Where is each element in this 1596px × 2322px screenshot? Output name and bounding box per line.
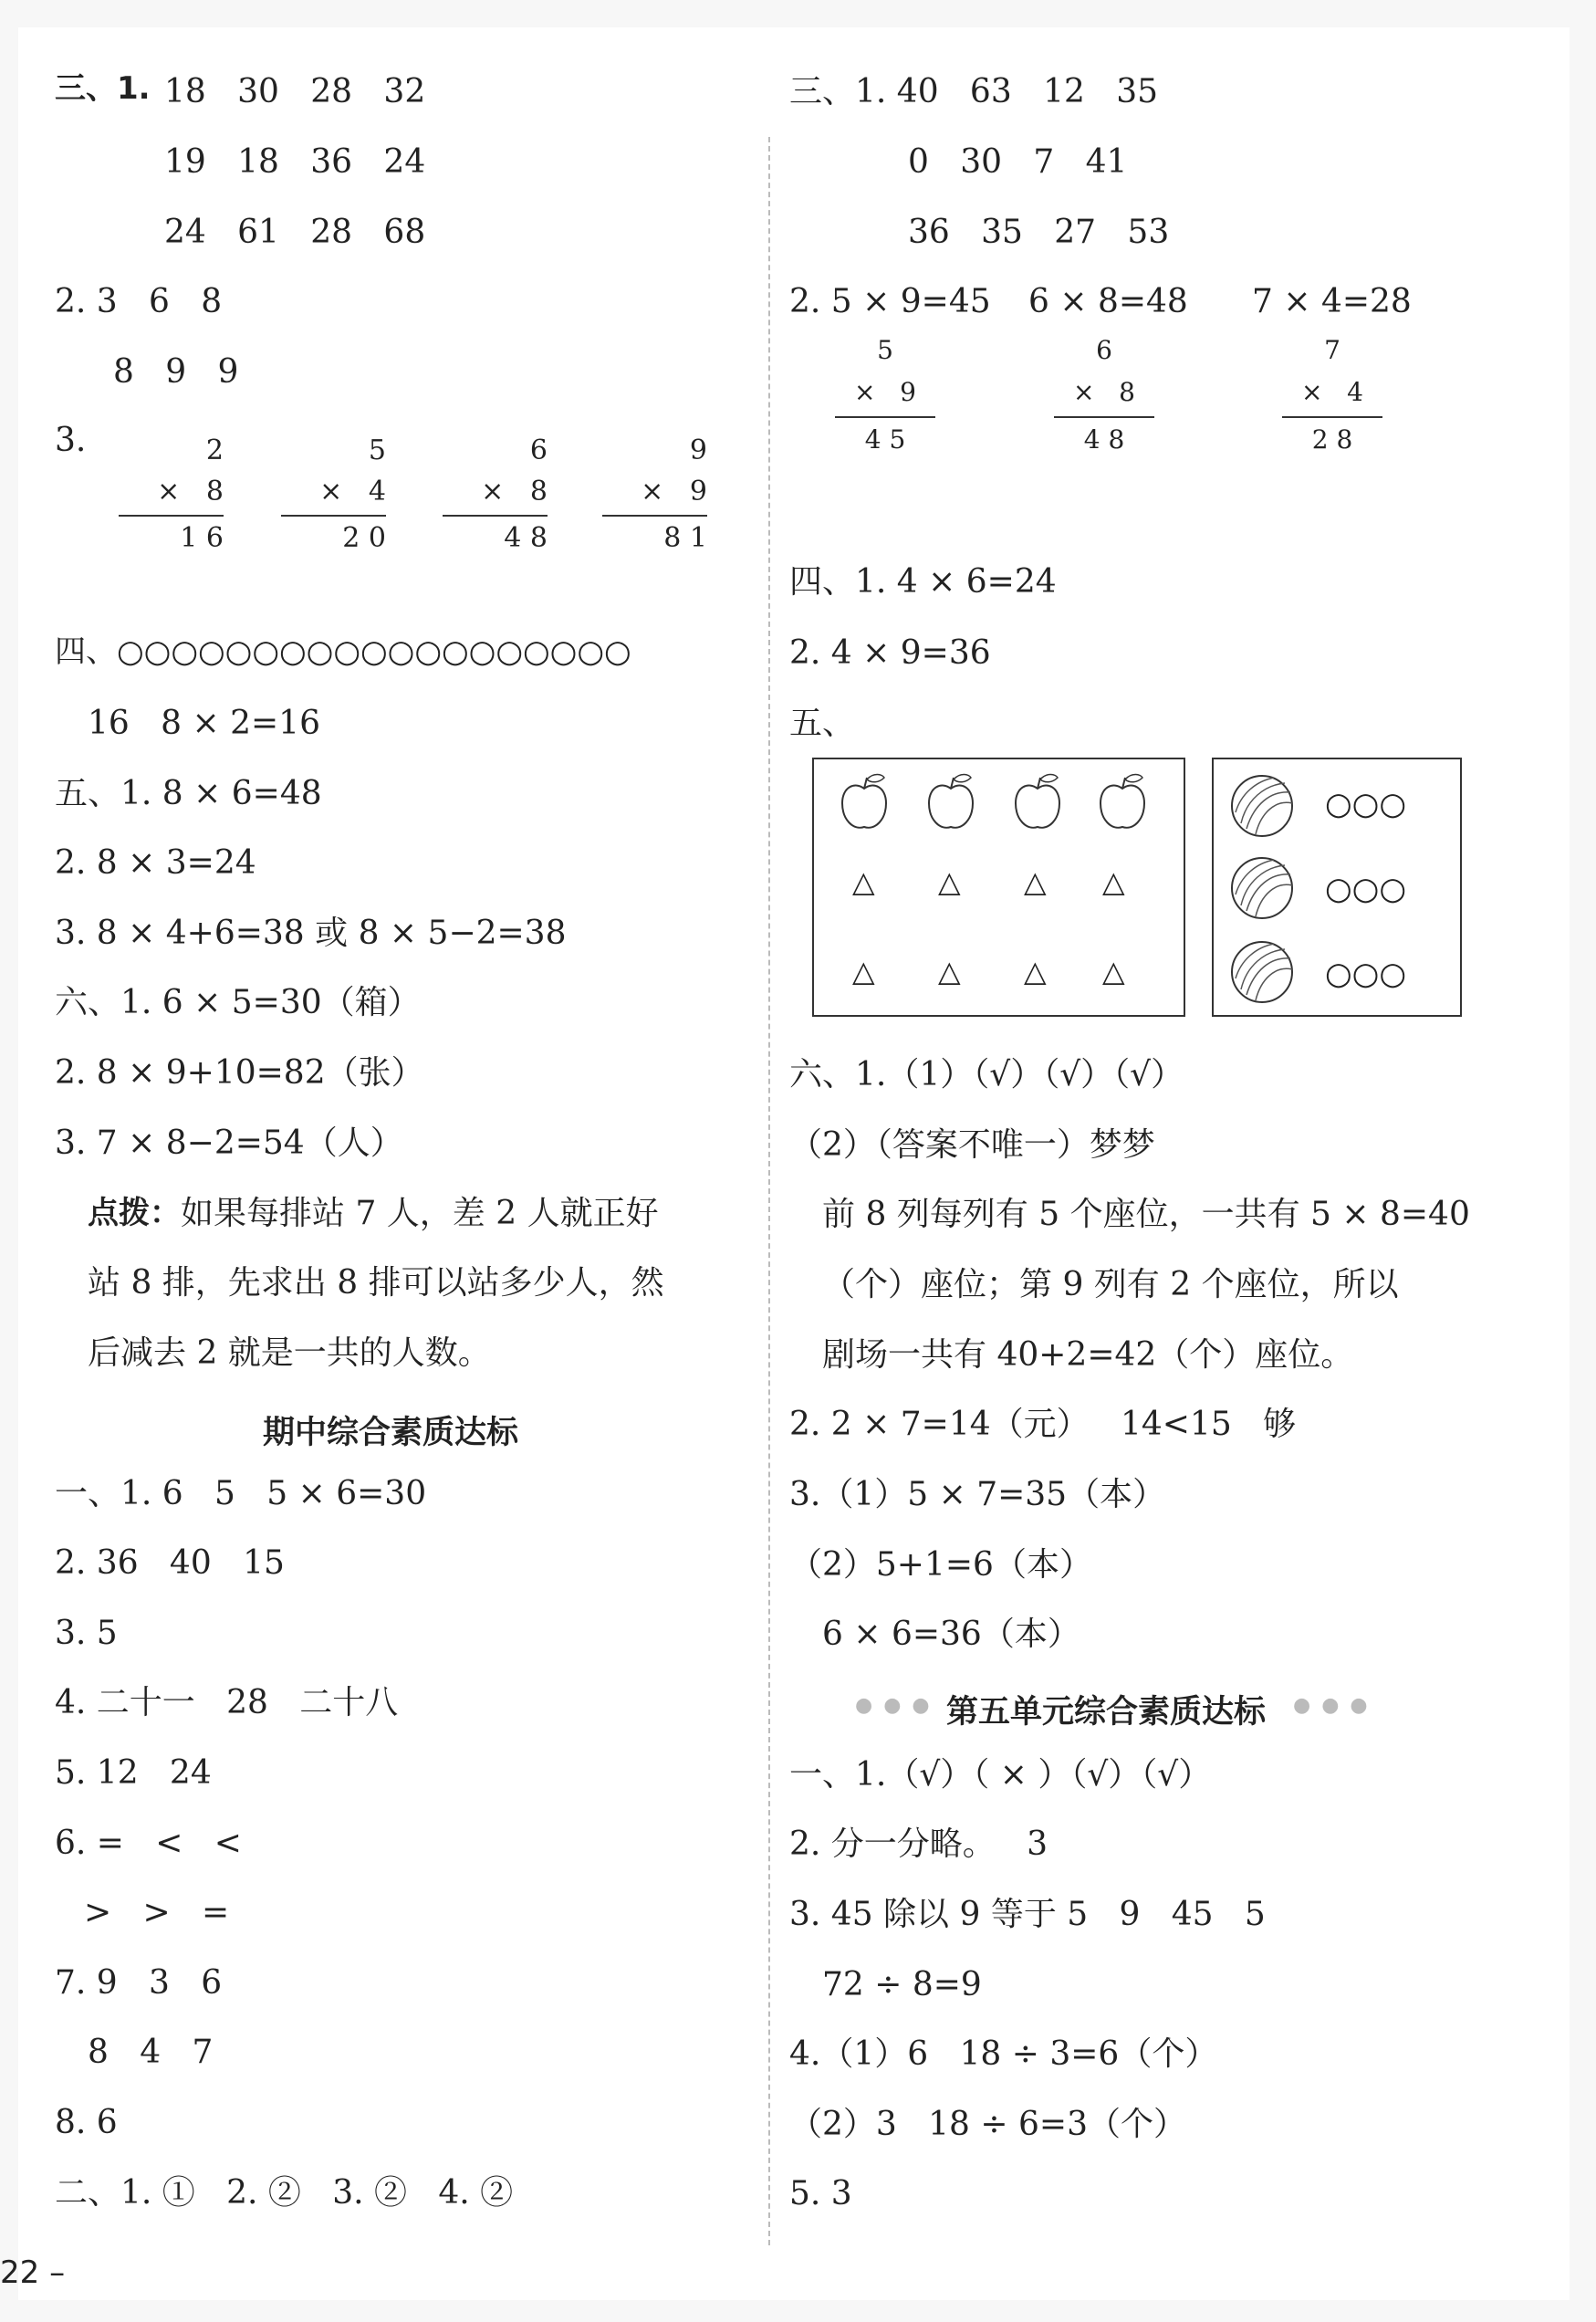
r-s6-exp1: 前 8 列每列有 5 个座位，一共有 5 × 8=40 — [822, 1196, 1470, 1233]
triangle: △ — [938, 864, 961, 899]
r-s6-q2: 2. 2 × 7=14（元） 14<15 够 — [789, 1406, 1297, 1443]
r-s3-2-eq-3: 7 × 4=28 — [1252, 283, 1412, 320]
mult-item: 5 × 4 2 0 — [281, 429, 386, 557]
apple-icon — [837, 770, 892, 834]
r-s4-2: 2. 4 × 9=36 — [789, 634, 991, 672]
mult-item: 7 × 4 2 8 — [1282, 329, 1382, 458]
u1-4a: 4.（1）6 18 ÷ 3=6（个） — [789, 2035, 1218, 2073]
s6-3: 3. 7 × 8−2=54（人） — [55, 1124, 403, 1162]
s3-1-row1: 18 30 28 32 — [164, 73, 426, 110]
u1-4b: （2）3 18 ÷ 6=3（个） — [789, 2106, 1186, 2143]
hint-line-3: 后减去 2 就是一共的人数。 — [88, 1334, 491, 1372]
triangle: △ — [1102, 954, 1125, 988]
mult-item: 9 × 9 8 1 — [602, 429, 707, 557]
watermelon-icon — [1228, 772, 1296, 840]
apple-triangle-box — [812, 758, 1185, 1017]
r-s3-1-row3: 36 35 27 53 — [908, 214, 1170, 251]
u1-2: 2. 分一分略。 3 — [789, 1825, 1048, 1863]
title-dots-right: ●●● — [1293, 1694, 1379, 1717]
circles: ○○○ — [1325, 871, 1407, 907]
s3-1-row2: 19 18 36 24 — [164, 143, 426, 181]
r-s6-exp3: 剧场一共有 40+2=42（个）座位。 — [822, 1336, 1354, 1374]
m1-4: 4. 二十一 28 二十八 — [55, 1684, 399, 1721]
m1-7a: 7. 9 3 6 — [55, 1964, 223, 2002]
apple-icon — [1095, 770, 1150, 834]
s3-2-row2: 8 9 9 — [113, 353, 239, 391]
triangle: △ — [852, 954, 875, 988]
m1-6a: 6. = < < — [55, 1825, 242, 1862]
unit5-title: 第五单元综合素质达标 — [946, 1694, 1267, 1731]
m1-5: 5. 12 24 — [55, 1754, 212, 1792]
m1-7b: 8 4 7 — [88, 2034, 214, 2071]
s3-2-row1: 2. 3 6 8 — [55, 283, 223, 320]
page-number: 22 – — [0, 2254, 66, 2291]
watermelon-circle-box — [1212, 758, 1462, 1017]
r-s4-1: 四、1. 4 × 6=24 — [789, 563, 1057, 601]
s5-1: 五、1. 8 × 6=48 — [55, 775, 322, 812]
apple-icon — [1010, 770, 1065, 834]
s4-row1: 四、○○○○○○○○○○○○○○○○○○○ — [55, 633, 631, 670]
answer-sheet — [18, 27, 1570, 2300]
s3-1-prefix: 三、1. — [55, 70, 151, 107]
u1-5: 5. 3 — [789, 2175, 852, 2212]
r-s3-2-eq-1: 2. 5 × 9=45 — [789, 283, 991, 320]
r-s3-2-eq-2: 6 × 8=48 — [1028, 283, 1188, 320]
r-s3-1-row1: 三、1. 40 63 12 35 — [789, 73, 1159, 110]
m1-8: 8. 6 — [55, 2104, 118, 2141]
hint-label: 点拨： — [88, 1195, 181, 1231]
mult-item: 2 × 8 1 6 — [119, 429, 224, 557]
hint-line-2: 站 8 排，先求出 8 排可以站多少人，然 — [88, 1264, 664, 1302]
triangle: △ — [852, 864, 875, 899]
m1-3: 3. 5 — [55, 1615, 118, 1652]
m1-6b: > > = — [84, 1894, 230, 1931]
s4-row2: 16 8 × 2=16 — [88, 705, 320, 742]
s5-2: 2. 8 × 3=24 — [55, 844, 256, 882]
s5-3: 3. 8 × 4+6=38 或 8 × 5−2=38 — [55, 915, 567, 952]
r-s6-q3b: （2）5+1=6（本） — [789, 1546, 1092, 1584]
u1-3a: 3. 45 除以 9 等于 5 9 45 5 — [789, 1896, 1266, 1933]
triangle: △ — [1024, 954, 1047, 988]
column-divider — [768, 137, 770, 2245]
u1-1: 一、1.（√）（ × ）（√）（√） — [789, 1756, 1212, 1794]
mult-item: 6 × 8 4 8 — [1054, 329, 1154, 458]
r-s6-q3a: 3.（1）5 × 7=35（本） — [789, 1476, 1166, 1513]
s3-3-label: 3. — [55, 422, 87, 459]
m1-1: 一、1. 6 5 5 × 6=30 — [55, 1475, 427, 1512]
triangle: △ — [1102, 864, 1125, 899]
r-s5-label: 五、 — [789, 705, 856, 742]
s3-1-row3: 24 61 28 68 — [164, 214, 426, 251]
circles: ○○○ — [1325, 956, 1407, 992]
r-s6-exp2: （个）座位；第 9 列有 2 个座位，所以 — [822, 1266, 1399, 1303]
r-s3-1-row2: 0 30 7 41 — [908, 143, 1128, 181]
r-s6-2: （2）（答案不唯一）梦梦 — [789, 1126, 1155, 1164]
m2-1: 二、1. ① 2. ② 3. ② 4. ② — [55, 2174, 514, 2212]
circles: ○○○ — [1325, 786, 1407, 822]
watermelon-icon — [1228, 938, 1296, 1006]
m1-2: 2. 36 40 15 — [55, 1544, 285, 1582]
r-s6-1: 六、1.（1）（√）（√）（√） — [789, 1056, 1184, 1093]
mult-item: 5 × 9 4 5 — [835, 329, 935, 458]
s6-1: 六、1. 6 × 5=30（箱） — [55, 984, 421, 1021]
triangle: △ — [1024, 864, 1047, 899]
apple-icon — [923, 770, 978, 834]
mult-item: 6 × 8 4 8 — [443, 429, 548, 557]
r-s6-q3c: 6 × 6=36（本） — [822, 1616, 1080, 1653]
u1-3b: 72 ÷ 8=9 — [822, 1966, 982, 2003]
hint-line-1: 如果每排站 7 人，差 2 人就正好 — [181, 1195, 659, 1232]
watermelon-icon — [1228, 854, 1296, 922]
triangle: △ — [938, 954, 961, 988]
midterm-title: 期中综合素质达标 — [263, 1415, 519, 1451]
title-dots-left: ●●● — [855, 1694, 941, 1717]
s6-2: 2. 8 × 9+10=82（张） — [55, 1054, 424, 1092]
